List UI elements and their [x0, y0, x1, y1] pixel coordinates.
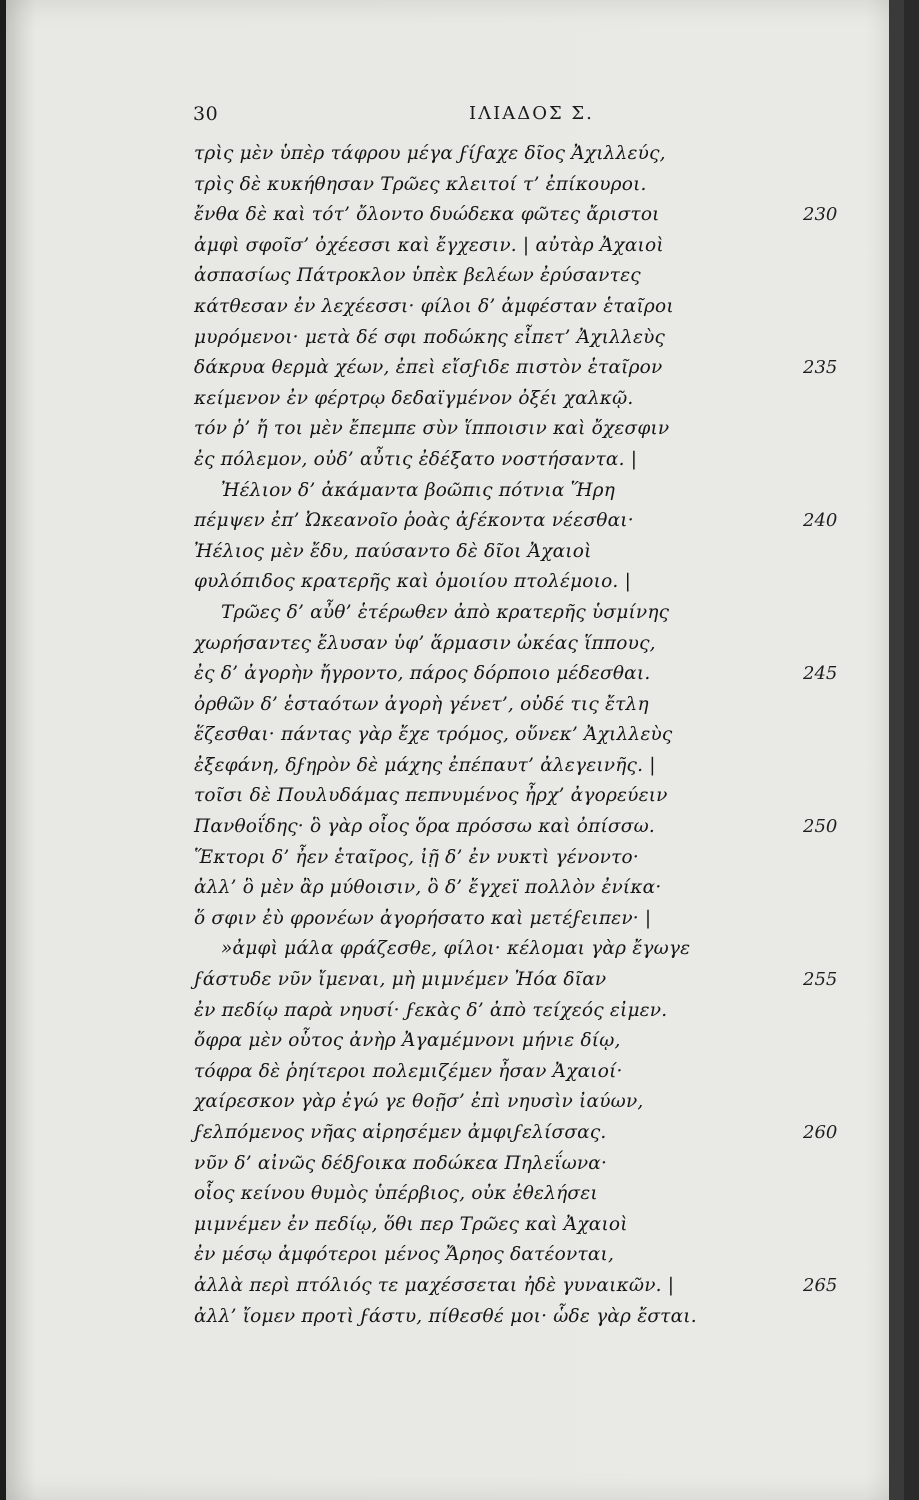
verse-text: χαίρεσκον γὰρ ἐγώ γε θοῇσ’ ἐπὶ νηυσὶν ἰαύων, [194, 1091, 644, 1113]
verse-line [6, 965, 904, 996]
verse-line [6, 690, 904, 721]
verse-line [6, 292, 904, 323]
verse-text: τόφρα δὲ ῥηίτεροι πολεμιζέμεν ἦσαν Ἀχαιοί· [194, 1060, 623, 1082]
verse-text: χωρήσαντες ἔλυσαν ὑφ’ ἅρμασιν ὠκέας ἵππους, [194, 632, 656, 654]
verse-text: ἐς πόλεμον, οὐδ’ αὖτις ἐδέξατο νοστήσαντα. | [194, 448, 638, 470]
verse-line [6, 904, 904, 935]
line-number: 265 [803, 1274, 838, 1296]
verse-text: Τρῶες δ’ αὖθ’ ἑτέρωθεν ἀπὸ κρατερῆς ὑσμίνης [221, 601, 670, 623]
verse-text: ἐν μέσῳ ἀμφότεροι μένος Ἄρηος δατέονται, [194, 1244, 615, 1266]
page-edge-shadow [889, 0, 904, 1500]
verse-text: ὀρθῶν δ’ ἑσταότων ἀγορὴ γένετ’, οὐδέ τις ἔτλη [194, 693, 649, 715]
verse-text: ἕζεσθαι· πάντας γὰρ ἔχε τρόμος, οὕνεκ’ Ἀχιλλεὺς [194, 724, 673, 746]
verse-line [6, 1210, 904, 1241]
verse-text: »ἀμφὶ μάλα φράζεσθε, φίλοι· κέλομαι γὰρ ἔγωγε [221, 938, 691, 960]
verse-text: οἷος κείνου θυμὸς ὑπέρβιος, οὐκ ἐθελήσει [194, 1183, 598, 1205]
verse-line [6, 751, 904, 782]
verse-line [6, 231, 904, 262]
verse-text: τρὶς μὲν ὑπὲρ τάφρου μέγα ϝίϝαχε δῖος Ἀχιλλεύς, [194, 143, 666, 164]
verse-text: ἀλλ’ ἴομεν προτὶ ϝάστυ, πίθεσθέ μοι· ὧδε γὰρ ἔσται. [194, 1305, 697, 1327]
verse-text: ϝάστυδε νῦν ἴμεναι, μὴ μιμνέμεν Ἠόα δῖαν [194, 969, 607, 991]
line-number: 255 [803, 969, 838, 991]
verse-line [6, 353, 904, 384]
line-number: 245 [803, 663, 838, 685]
verse-text: Ἠέλιος μὲν ἔδυ, παύσαντο δὲ δῖοι Ἀχαιοὶ [194, 540, 592, 562]
page-header [6, 103, 904, 133]
verse-text: ἀλλὰ περὶ πτόλιός τε μαχέσσεται ἠδὲ γυναικῶν. | [194, 1274, 675, 1296]
verse-line [6, 1271, 904, 1302]
line-number: 250 [803, 816, 838, 838]
verse-line [6, 261, 904, 292]
verse-text: τόν ῥ’ ἤ τοι μὲν ἔπεμπε σὺν ἵπποισιν καὶ ὄχεσφιν [194, 418, 670, 440]
verse-line [6, 537, 904, 568]
verse-text: κάτθεσαν ἐν λεχέεσσι· φίλοι δ’ ἀμφέσταν ἑταῖροι [194, 295, 674, 317]
verse-text: ἀσπασίως Πάτροκλον ὑπὲκ βελέων ἐρύσαντες [194, 265, 641, 287]
verse-line [6, 598, 904, 629]
verse-text: μιμνέμεν ἐν πεδίῳ, ὅθι περ Τρῶες καὶ Ἀχαιοὶ [194, 1213, 628, 1235]
verse-line [6, 1240, 904, 1271]
verse-text: πέμψεν ἐπ’ Ὠκεανοῖο ῥοὰς ἀϝέκοντα νέεσθαι· [194, 510, 634, 532]
verse-line [6, 812, 904, 843]
verse-line [6, 506, 904, 537]
verse-line [6, 1149, 904, 1180]
verse-text: Ἕκτορι δ’ ἦεν ἑταῖρος, ἰῇ δ’ ἐν νυκτὶ γένοντο· [194, 846, 639, 868]
verse-line [6, 1179, 904, 1210]
line-number: 240 [803, 510, 838, 532]
verse-text: κείμενον ἐν φέρτρῳ δεδαϊγμένον ὀξέι χαλκῷ. [194, 387, 634, 409]
verse-line [6, 384, 904, 415]
verse-text: μυρόμενοι· μετὰ δέ σφι ποδώκης εἶπετ’ Ἀχιλλεὺς [194, 326, 666, 348]
verse-block [6, 139, 904, 1332]
verse-text: ἀμφὶ σφοῖσ’ ὀχέεσσι καὶ ἔγχεσιν. | αὐτὰρ Ἀχαιοὶ [194, 234, 664, 256]
verse-text: ὄφρα μὲν οὗτος ἀνὴρ Ἀγαμέμνονι μήνιε δίῳ, [194, 1030, 621, 1052]
verse-line [6, 1118, 904, 1149]
verse-text: τοῖσι δὲ Πουλυδάμας πεπνυμένος ἦρχ’ ἀγορεύειν [194, 785, 668, 807]
verse-line [6, 659, 904, 690]
verse-line [6, 200, 904, 231]
verse-line [6, 567, 904, 598]
verse-text: τρὶς δὲ κυκήθησαν Τρῶες κλειτοί τ’ ἐπίκουροι. [194, 173, 647, 195]
verse-text: ἐν πεδίῳ παρὰ νηυσί· ϝεκὰς δ’ ἀπὸ τείχεός εἰμεν. [194, 999, 668, 1021]
verse-text: Ἠέλιον δ’ ἀκάμαντα βοῶπις πότνια Ἥρη [221, 479, 616, 501]
verse-text: ἐς δ’ ἀγορὴν ἤγροντο, πάρος δόρποιο μέδεσθαι. [194, 663, 651, 685]
verse-text: φυλόπιδος κρατερῆς καὶ ὁμοιίου πτολέμοιο. | [194, 571, 632, 593]
verse-text: νῦν δ’ αἰνῶς δέδϝοικα ποδώκεα Πηλεΐωνα· [194, 1152, 608, 1174]
verse-line [6, 414, 904, 445]
verse-line [6, 629, 904, 660]
verse-text: δάκρυα θερμὰ χέων, ἐπεὶ εἴσϝιδε πιστὸν ἑταῖρον [194, 357, 663, 379]
verse-text: ἐξεφάνη, δϝηρὸν δὲ μάχης ἐπέπαυτ’ ἀλεγεινῆς. | [194, 754, 656, 776]
verse-line [6, 445, 904, 476]
line-number: 230 [803, 204, 838, 226]
verse-text: ἀλλ’ ὃ μὲν ἂρ μύθοισιν, ὃ δ’ ἔγχεϊ πολλὸν ἐνίκα· [194, 877, 662, 899]
verse-line [6, 1302, 904, 1333]
verse-line [6, 781, 904, 812]
line-number: 235 [803, 357, 838, 379]
verse-line [6, 996, 904, 1027]
verse-line [6, 1087, 904, 1118]
verse-text: ϝελπόμενος νῆας αἱρησέμεν ἀμφιϝελίσσας. [194, 1122, 607, 1143]
book-page [6, 0, 904, 1500]
verse-text: ἔνθα δὲ καὶ τότ’ ὄλοντο δυώδεκα φῶτες ἄριστοι [194, 204, 660, 226]
verse-line [6, 476, 904, 507]
verse-line [6, 843, 904, 874]
verse-text: ὅ σφιν ἐὺ φρονέων ἀγορήσατο καὶ μετέϝειπεν· | [194, 907, 652, 929]
verse-text: Πανθοΐδης· ὃ γὰρ οἶος ὅρα πρόσσω καὶ ὀπίσσω. [194, 816, 655, 838]
verse-line [6, 934, 904, 965]
verse-line [6, 139, 904, 170]
line-number: 260 [803, 1122, 838, 1143]
verse-line [6, 323, 904, 354]
page-number: 30 [193, 103, 219, 125]
verse-line [6, 873, 904, 904]
verse-line [6, 720, 904, 751]
running-title: ΙΛΙΑΔΟΣ Σ. [469, 103, 594, 124]
verse-line [6, 1026, 904, 1057]
verse-line [6, 1057, 904, 1088]
verse-line [6, 170, 904, 201]
